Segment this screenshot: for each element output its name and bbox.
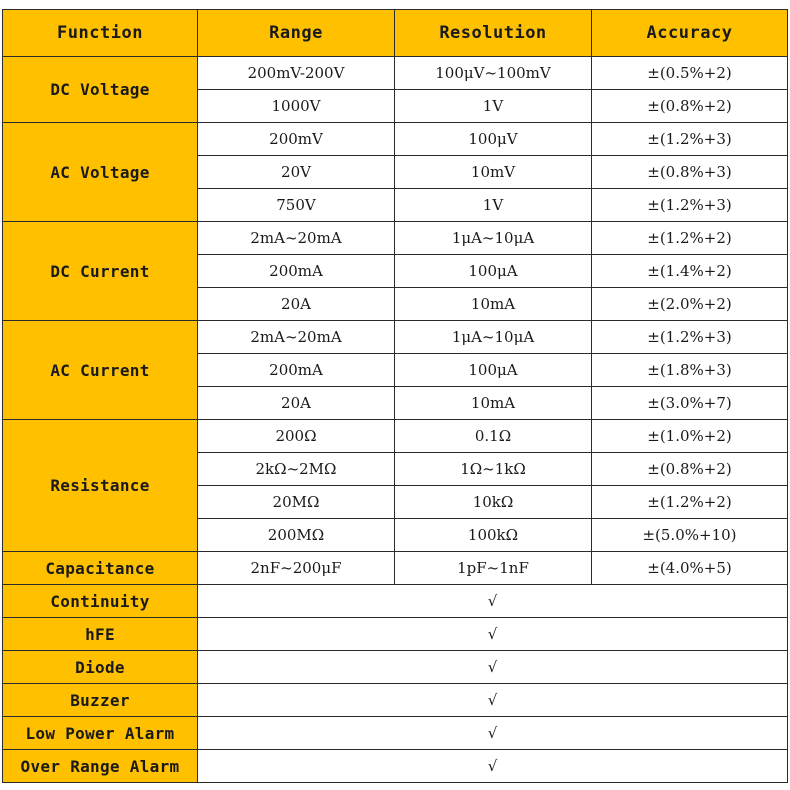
function-cell-hfe: hFE <box>3 618 198 651</box>
resolution-cell: 100μA <box>395 354 592 387</box>
table-row <box>3 618 788 651</box>
resolution-cell: 1μA~10μA <box>395 222 592 255</box>
range-cell: 200mV <box>198 123 395 156</box>
function-cell-buzzer: Buzzer <box>3 684 198 717</box>
resolution-cell: 1μA~10μA <box>395 321 592 354</box>
function-cell-capacitance: Capacitance <box>3 552 198 585</box>
column-header-range: Range <box>198 10 395 57</box>
accuracy-cell: ±(1.2%+2) <box>592 222 788 255</box>
range-cell: 200mA <box>198 354 395 387</box>
table-row <box>3 321 788 354</box>
table-row <box>3 222 788 255</box>
function-cell-dc-current: DC Current <box>3 222 198 321</box>
table-row <box>3 585 788 618</box>
accuracy-cell: ±(5.0%+10) <box>592 519 788 552</box>
resolution-cell: 10kΩ <box>395 486 592 519</box>
table-row <box>3 123 788 156</box>
check-mark-cell: √ <box>198 750 788 783</box>
resolution-cell: 10mA <box>395 288 592 321</box>
range-cell: 2nF~200μF <box>198 552 395 585</box>
resolution-cell: 1Ω~1kΩ <box>395 453 592 486</box>
range-cell: 20V <box>198 156 395 189</box>
accuracy-cell: ±(1.0%+2) <box>592 420 788 453</box>
range-cell: 200mV-200V <box>198 57 395 90</box>
accuracy-cell: ±(1.4%+2) <box>592 255 788 288</box>
accuracy-cell: ±(0.5%+2) <box>592 57 788 90</box>
accuracy-cell: ±(1.2%+3) <box>592 189 788 222</box>
table-row <box>3 684 788 717</box>
function-cell-continuity: Continuity <box>3 585 198 618</box>
range-cell: 20A <box>198 387 395 420</box>
accuracy-cell: ±(1.8%+3) <box>592 354 788 387</box>
resolution-cell: 100μV <box>395 123 592 156</box>
check-mark-cell: √ <box>198 684 788 717</box>
function-cell-ac-current: AC Current <box>3 321 198 420</box>
column-header-function: Function <box>3 10 198 57</box>
accuracy-cell: ±(0.8%+2) <box>592 90 788 123</box>
range-cell: 2mA~20mA <box>198 321 395 354</box>
table-row <box>3 420 788 453</box>
function-cell-dc-voltage: DC Voltage <box>3 57 198 123</box>
function-cell-resistance: Resistance <box>3 420 198 552</box>
table-row <box>3 552 788 585</box>
accuracy-cell: ±(1.2%+3) <box>592 321 788 354</box>
accuracy-cell: ±(1.2%+3) <box>592 123 788 156</box>
table-row <box>3 717 788 750</box>
accuracy-cell: ±(4.0%+5) <box>592 552 788 585</box>
resolution-cell: 100μV~100mV <box>395 57 592 90</box>
check-mark-cell: √ <box>198 585 788 618</box>
check-mark-cell: √ <box>198 618 788 651</box>
check-mark-cell: √ <box>198 651 788 684</box>
range-cell: 1000V <box>198 90 395 123</box>
range-cell: 20MΩ <box>198 486 395 519</box>
accuracy-cell: ±(1.2%+2) <box>592 486 788 519</box>
specifications-table <box>2 9 788 783</box>
resolution-cell: 100kΩ <box>395 519 592 552</box>
resolution-cell: 10mA <box>395 387 592 420</box>
column-header-resolution: Resolution <box>395 10 592 57</box>
table-row <box>3 750 788 783</box>
accuracy-cell: ±(0.8%+3) <box>592 156 788 189</box>
resolution-cell: 1V <box>395 90 592 123</box>
range-cell: 200Ω <box>198 420 395 453</box>
accuracy-cell: ±(3.0%+7) <box>592 387 788 420</box>
function-cell-low-power-alarm: Low Power Alarm <box>3 717 198 750</box>
range-cell: 750V <box>198 189 395 222</box>
range-cell: 2kΩ~2MΩ <box>198 453 395 486</box>
resolution-cell: 1V <box>395 189 592 222</box>
accuracy-cell: ±(2.0%+2) <box>592 288 788 321</box>
function-cell-ac-voltage: AC Voltage <box>3 123 198 222</box>
check-mark-cell: √ <box>198 717 788 750</box>
resolution-cell: 1pF~1nF <box>395 552 592 585</box>
column-header-accuracy: Accuracy <box>592 10 788 57</box>
accuracy-cell: ±(0.8%+2) <box>592 453 788 486</box>
function-cell-over-range-alarm: Over Range Alarm <box>3 750 198 783</box>
range-cell: 2mA~20mA <box>198 222 395 255</box>
table-row <box>3 57 788 90</box>
header-row <box>3 10 788 57</box>
resolution-cell: 100μA <box>395 255 592 288</box>
range-cell: 20A <box>198 288 395 321</box>
table-row <box>3 651 788 684</box>
resolution-cell: 10mV <box>395 156 592 189</box>
resolution-cell: 0.1Ω <box>395 420 592 453</box>
range-cell: 200mA <box>198 255 395 288</box>
function-cell-diode: Diode <box>3 651 198 684</box>
range-cell: 200MΩ <box>198 519 395 552</box>
